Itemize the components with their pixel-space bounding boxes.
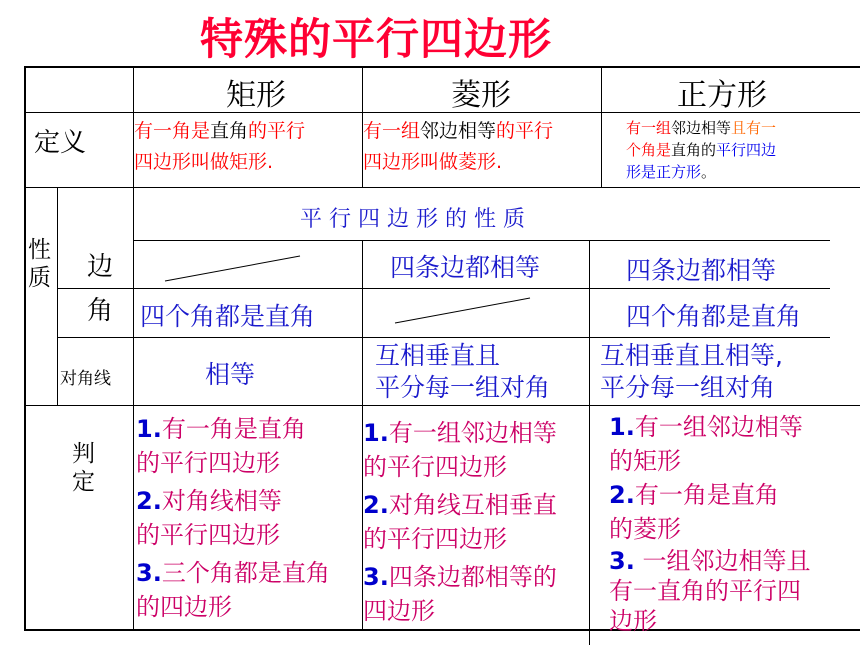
row-label-definition: 定义 <box>34 128 87 158</box>
angle-rect: 四个角都是直角 <box>140 302 316 331</box>
diagonal-square: 互相垂直且相等, 平分每一组对角 <box>600 341 783 402</box>
definition-rhombus: 有一组邻边相等的平行 四边形叫做菱形. <box>363 120 554 173</box>
header-rhombus: 菱形 <box>451 78 511 113</box>
judgement-rhombus: 1.有一组邻边相等 的平行四边形 2.对角线互相垂直 的平行四边形 3.四条边都相等的 四边形 <box>363 419 557 625</box>
page-title: 特殊的平行四边形 <box>200 15 552 65</box>
angle-square: 四个角都是直角 <box>626 302 802 331</box>
diagonal-rhombus: 互相垂直且 平分每一组对角 <box>375 341 551 402</box>
row-label-properties: 性质 <box>28 237 51 291</box>
definition-rect: 有一角是直角的平行 四边形叫做矩形. <box>134 120 306 173</box>
judgement-square: 1.有一组邻边相等 的矩形 2.有一角是直角 的菱形 3. 一组邻边相等且 有一直角的平行四 边形 <box>609 413 811 635</box>
row-label-diagonal: 对角线 <box>60 369 111 389</box>
side-rhombus: 四条边都相等 <box>390 253 541 282</box>
header-rect: 矩形 <box>226 78 286 113</box>
definition-square: 有一组邻边相等且有一 个角是直角的平行四边 形是正方形。 <box>626 119 777 181</box>
row-label-side: 边 <box>87 252 114 282</box>
judgement-rect: 1.有一角是直角 的平行四边形 2.对角线相等 的平行四边形 3.三个角都是直角 的四边形 <box>136 415 330 621</box>
row-label-angle: 角 <box>87 296 114 326</box>
row-label-judgement: 判定 <box>72 441 95 495</box>
diagonal-rect: 相等 <box>205 360 256 389</box>
parallelogram-properties-heading: 平 行 四 边 形 的 性 质 <box>300 207 525 232</box>
header-square: 正方形 <box>677 78 767 113</box>
side-square: 四条边都相等 <box>626 256 777 285</box>
